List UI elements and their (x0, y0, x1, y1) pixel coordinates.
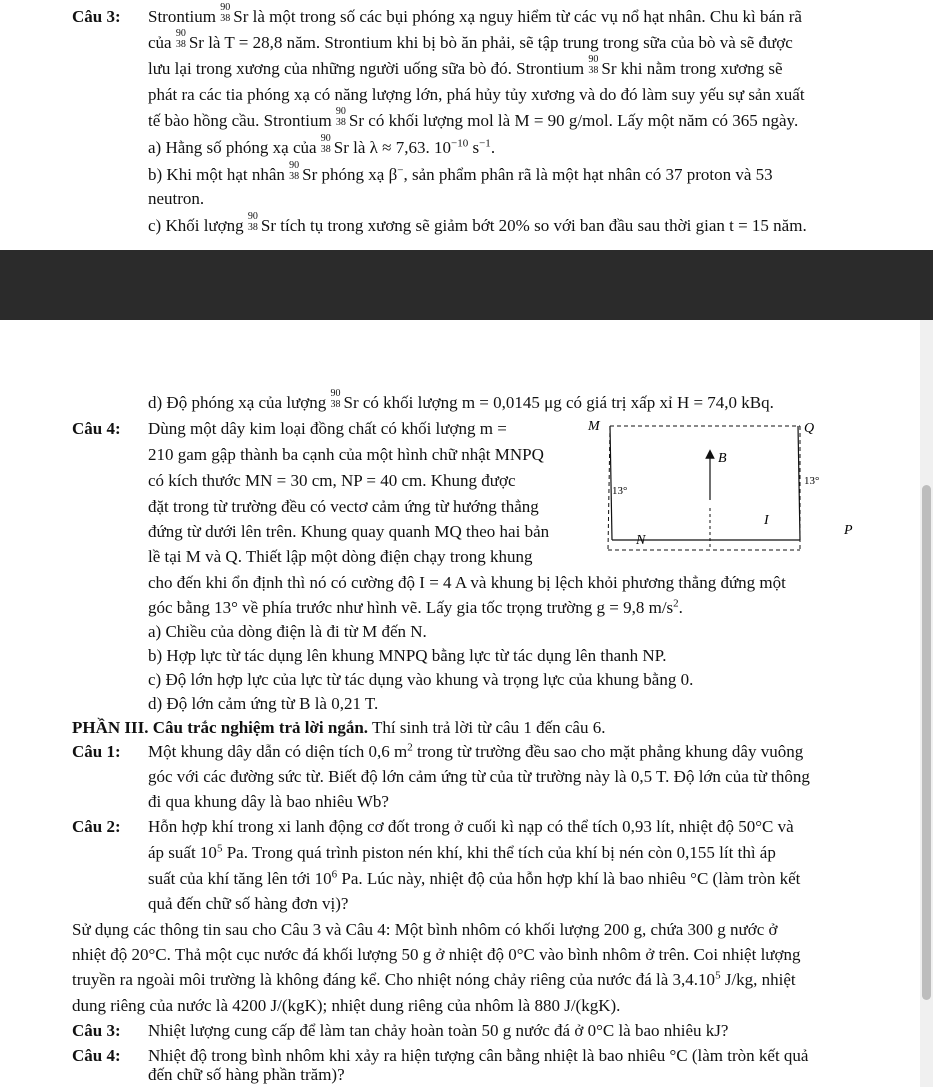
q4-option-d: d) Độ lớn cảm ứng từ B là 0,21 T. (148, 694, 379, 713)
s1-line-3: đi qua khung dây là bao nhiêu Wb? (148, 792, 389, 811)
q4-line-6: lề tại M và Q. Thiết lập một dòng điện chạy trong khung (148, 547, 533, 566)
intro-line-4: dung riêng của nước là 4200 J/(kgK); nhiệt dung riêng của nhôm là 880 J/(kgK). (72, 996, 621, 1015)
intro-line-2: nhiệt độ 20°C. Thả một cục nước đá khối lượng 50 g ở nhiệt độ 0°C vào bình nhôm ở trên. Coi nhiệt lượng (72, 945, 801, 964)
q3-line-4: phát ra các tia phóng xạ có năng lượng lớn, phá hủy tủy xương và do đó làm suy yếu sự sản xuất (148, 85, 805, 104)
s2-label: Câu 2: (72, 817, 121, 836)
q4-line-7: cho đến khi ổn định thì nó có cường độ I = 4 A và khung bị lệch khỏi phương thẳng đứng một (148, 573, 786, 592)
s2-line-1: Câu 2: Hỗn hợp khí trong xi lanh động cơ đốt trong ở cuối kì nạp có thể tích 0,93 lít, nhiệt độ 50°C và (72, 817, 794, 836)
q3-option-b: b) Khi một hạt nhân 90 38 Sr phóng xạ β−, sản phẩm phân rã là một hạt nhân có 37 proton và 53 (148, 160, 773, 184)
q4-label: Câu 4: (72, 419, 121, 438)
q4-line-3: có kích thước MN = 30 cm, NP = 40 cm. Khung được (148, 471, 516, 490)
s3-line: Câu 3: Nhiệt lượng cung cấp để làm tan chảy hoàn toàn 50 g nước đá ở 0°C là bao nhiêu kJ? (72, 1021, 729, 1040)
q4-line-4: đặt trong từ trường đều có vectơ cảm ứng từ hướng thẳng (148, 497, 539, 516)
q3-line-3: lưu lại trong xương của những người uống sữa bò đó. Strontium 90 38 Sr khi nằm trong xương sẽ (148, 54, 783, 78)
label-p: P (844, 523, 853, 538)
q3-line-2: của 90 38 Sr là T = 28,8 năm. Strontium khi bị bò ăn phải, sẽ tập trung trong sữa của bò và sẽ được (148, 28, 793, 52)
label-i: I (764, 513, 769, 528)
q3-option-c: c) Khối lượng 90 38 Sr tích tụ trong xương sẽ giảm bớt 20% so với ban đầu sau thời gian t = 15 năm. (148, 211, 807, 235)
s1-line-2: góc với các đường sức từ. Biết độ lớn cảm ứng từ của từ trường này là 0,5 T. Độ lớn của từ thông (148, 767, 810, 786)
sr90-isotope: 90 38 (289, 160, 300, 182)
s4-line-1: Câu 4: Nhiệt độ trong bình nhôm khi xảy ra hiện tượng cân bằng nhiệt là bao nhiêu °C (làm tròn kết quả (72, 1046, 809, 1065)
sr90-isotope: 90 38 (220, 2, 231, 24)
sr90-isotope: 90 38 (175, 28, 186, 50)
q3-option-a: a) Hằng số phóng xạ của 90 38 Sr là λ ≈ 7,63. $10^{-10}$ $s^{-1}$. (148, 133, 496, 157)
label-m: M (588, 419, 600, 434)
q3-option-b-cont: neutron. (148, 189, 205, 208)
intro-line-3: truyền ra ngoài môi trường là không đáng kể. Cho nhiệt nóng chảy riêng của nước đá là 3,4.10$^5$ J/kg, nhiệt (72, 969, 796, 989)
q3-line-1: Câu 3: Strontium 90 38 Sr là một trong số các bụi phóng xạ nguy hiểm từ các vụ nổ hạt nhân. Chu kì bán rã (72, 2, 802, 26)
sr90-isotope: 90 38 (330, 388, 341, 410)
sr90-isotope: 90 38 (247, 211, 258, 233)
scrollbar-thumb[interactable] (922, 485, 931, 1000)
s1-label: Câu 1: (72, 742, 121, 761)
s4-label: Câu 4: (72, 1046, 121, 1065)
q3-option-d: d) Độ phóng xạ của lượng 90 38 Sr có khối lượng m = 0,0145 μg có giá trị xấp xỉ H = 74,0 kBq. (148, 388, 774, 412)
q4-option-b: b) Hợp lực từ tác dụng lên khung MNPQ bằng lực từ tác dụng lên thanh NP. (148, 646, 667, 665)
q4-option-c: c) Độ lớn hợp lực của lực từ tác dụng vào khung và trọng lực của khung bằng 0. (148, 670, 694, 689)
s2-line-4: quả đến chữ số hàng đơn vị)? (148, 894, 349, 913)
side-mn (610, 426, 612, 540)
vertical-ref-left (608, 426, 610, 550)
part3-heading: PHẦN III. Câu trắc nghiệm trả lời ngắn. Thí sinh trả lời từ câu 1 đến câu 6. (72, 718, 606, 737)
sr90-isotope: 90 38 (588, 54, 599, 76)
q4-line-1: Câu 4: Dùng một dây kim loại đồng chất có khối lượng m = (72, 419, 507, 438)
q4-option-a: a) Chiều của dòng điện là đi từ M đến N. (148, 622, 427, 641)
angle-left: 13° (612, 485, 628, 497)
q4-line-8: góc bằng 13° về phía trước như hình vẽ. Lấy gia tốc trọng trường g = 9,8 $m/s^2$. (148, 597, 683, 617)
q3-line-5: tế bào hồng cầu. Strontium 90 38 Sr có khối lượng mol là M = 90 g/mol. Lấy một năm có 365 ngày. (148, 106, 799, 130)
label-n: N (636, 533, 646, 548)
s4-line-2: đến chữ số hàng phần trăm)? (148, 1065, 345, 1084)
q4-line-5: đứng từ dưới lên trên. Khung quay quanh MQ theo hai bản (148, 522, 550, 541)
s3-label: Câu 3: (72, 1021, 121, 1040)
label-b: B (718, 451, 727, 466)
s1-line-1: Câu 1: Một khung dây dẫn có diện tích 0,6 $m^2$ trong từ trường đều sao cho mặt phẳng khung dây vuông (72, 741, 804, 761)
intro-line-1: Sử dụng các thông tin sau cho Câu 3 và Câu 4: Một bình nhôm có khối lượng 200 g, chứa 300 g nước ở (72, 920, 778, 939)
sr90-isotope: 90 38 (320, 133, 331, 155)
frame-figure (578, 418, 858, 570)
q3-label: Câu 3: (72, 7, 121, 26)
s2-line-2: áp suất $10^5$ Pa. Trong quá trình piston nén khí, khi thể tích của khí bị nén còn 0,155 lít thì áp (148, 842, 776, 862)
page-separator (0, 250, 933, 320)
label-q: Q (804, 421, 815, 436)
angle-right: 13° (804, 475, 820, 487)
q4-line-2: 210 gam gập thành ba cạnh của một hình chữ nhật MNPQ (148, 445, 544, 464)
sr90-isotope: 90 38 (335, 106, 346, 128)
s2-line-3: suất của khí tăng lên tới $10^6$ Pa. Lúc này, nhiệt độ của hỗn hợp khí là bao nhiêu °C (làm tròn kết (148, 868, 801, 888)
